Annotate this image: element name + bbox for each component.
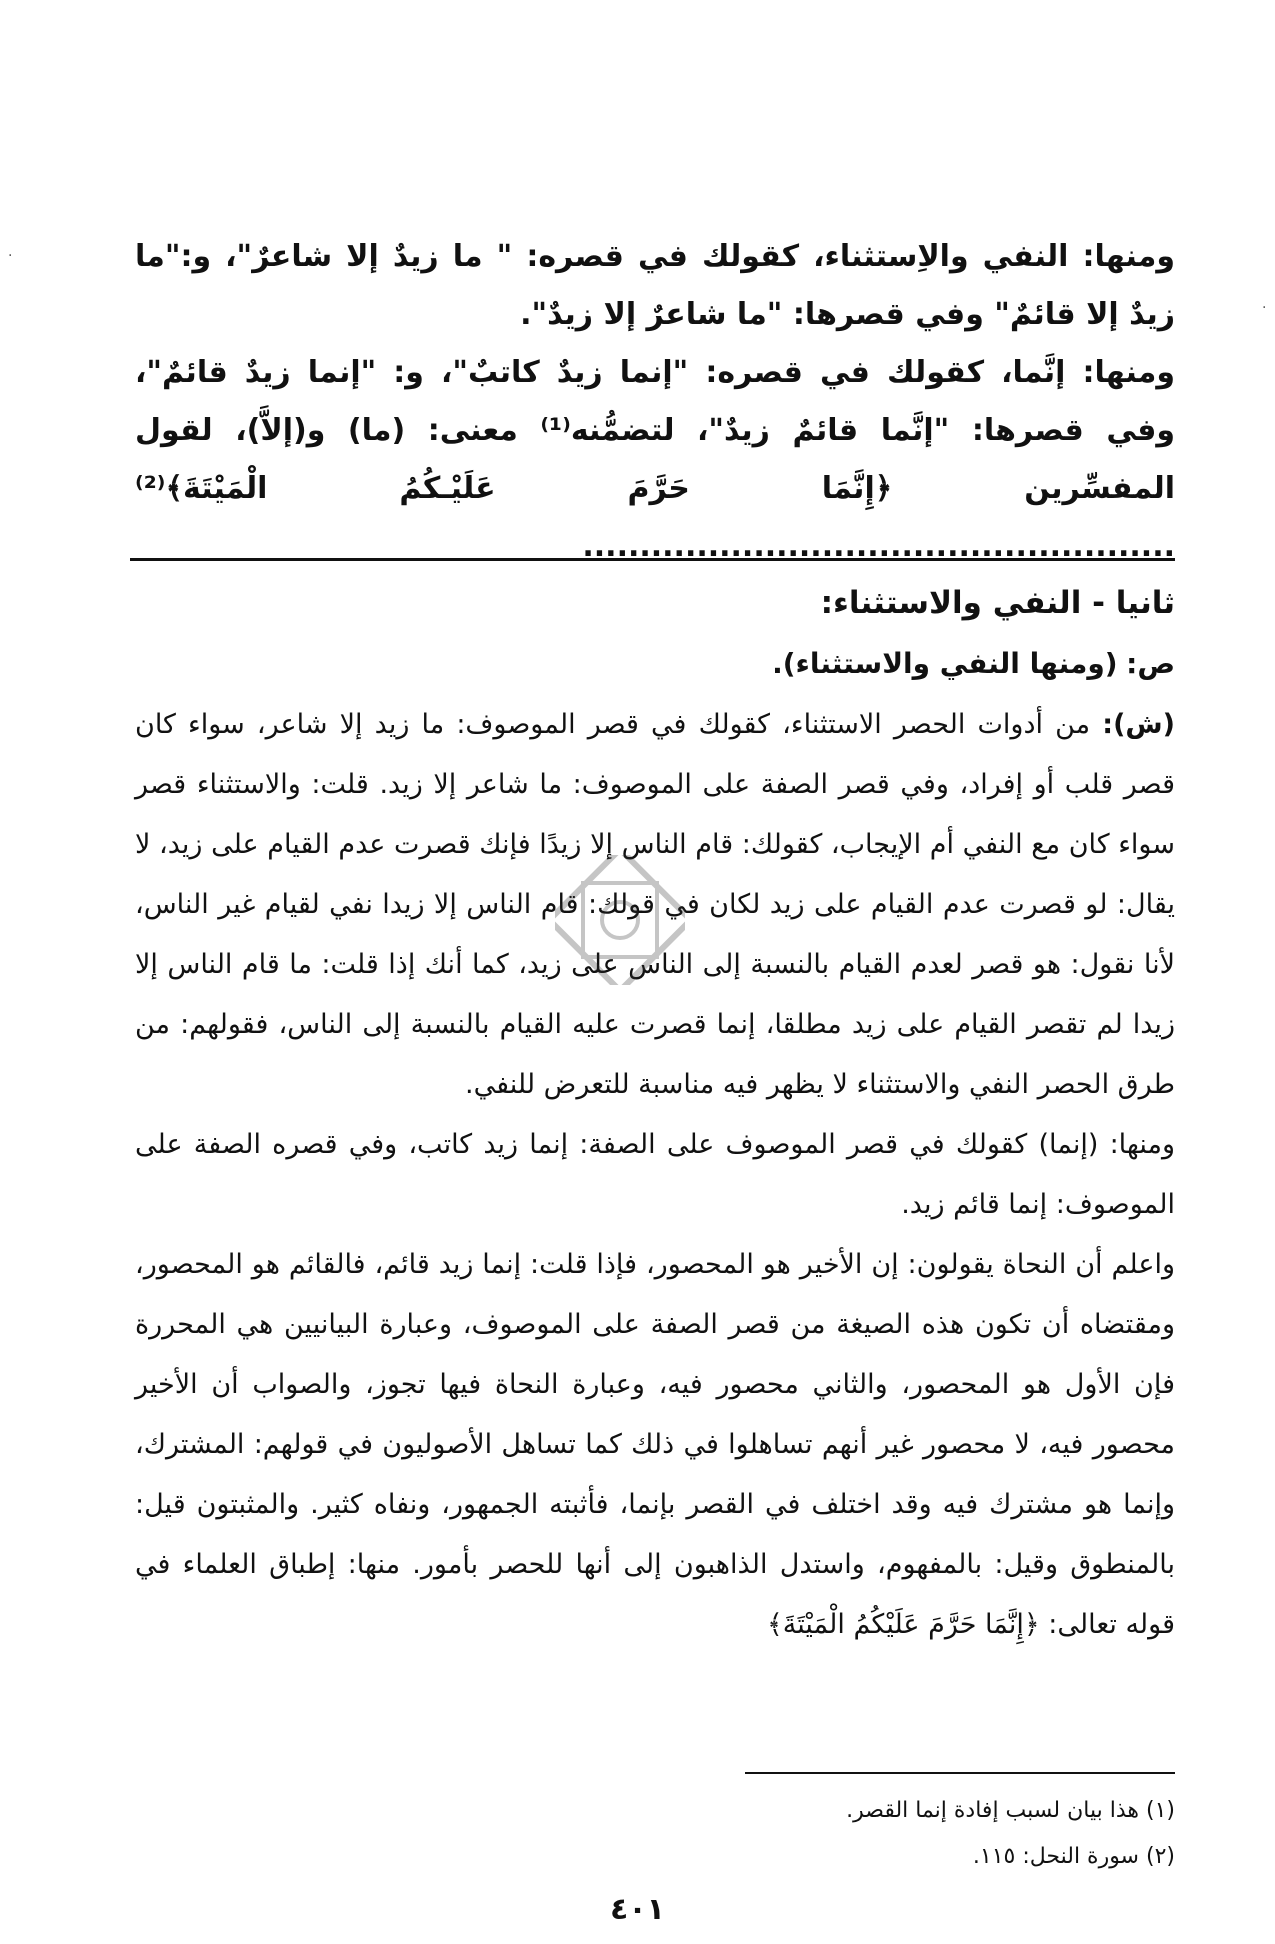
matn-dotted-leader: ....................................................	[582, 529, 1175, 564]
sad-label: ص:	[1126, 647, 1175, 680]
sharh-paragraph-3: واعلم أن النحاة يقولون: إن الأخير هو المحصور، فإذا قلت: إنما زيد قائم، فالقائم هو المحصور، ومقتضاه أن تكون هذه الصيغة من قصر الصفة على الموصوف، وعبارة البيانيين هي المحررة فإن الأول هو المحصور، والثاني محصور فيه، وعبارة النحاة فيها تجوز، والصواب أن الأخير محصور فيه، لا محصور غير أنهم تساهلوا في ذلك كما تساهل الأصوليون في قولهم: المشترك، وإنما هو مشترك فيه وقد اختلف في القصر بإنما، فأثبته الجمهور، ونفاه كثير. والمثبتون قيل: بالمنطوق وقيل: بالمفهوم، واستدل الذاهبون إلى أنها للحصر بأمور. منها: إطباق العلماء في قوله تعالى: ﴿إِنَّمَا حَرَّمَ عَلَيْكُمُ الْمَيْتَةَ﴾	[135, 1249, 1175, 1640]
scan-speck: ·	[8, 248, 13, 264]
sharh-paragraph-1-text: من أدوات الحصر الاستثناء، كقولك في قصر الموصوف: ما زيد إلا شاعر، سواء كان قصر قلب أو إفراد، وفي قصر الصفة على الموصوف: ما شاعر إلا زيد. قلت: والاستثناء قصر سواء كان مع النفي أم الإيجاب، كقولك: قام الناس إلا زيدًا فإنك قصرت عدم القيام على زيد، لا يقال: لو قصرت عدم القيام على زيد لكان في قولك: قام الناس إلا زيدا نفي لقيام غير الناس، لأنا نقول: هو قصر لعدم القيام بالنسبة إلى الناس على زيد، كما أنك إذا قلت: ما قام الناس إلا زيدا لم تقصر القيام على زيد مطلقا، إنما قصرت عليه القيام بالنسبة إلى الناس، فقولهم: من طرق الحصر النفي والاستثناء لا يظهر فيه مناسبة للتعرض للنفي.	[135, 709, 1175, 1100]
footnote-rule	[745, 1772, 1175, 1774]
sad-line	[135, 634, 1175, 695]
shin-label: (ش):	[1102, 709, 1175, 740]
library-stamp-icon	[555, 855, 685, 985]
footnotes	[135, 1788, 1175, 1880]
sad-text: (ومنها النفي والاستثناء).	[772, 647, 1118, 680]
sharh-text	[135, 572, 1175, 1655]
matn-paragraph-2-text: ومنها: إنَّما، كقولك في قصره: "إنما زيدٌ كاتبٌ"، و: "إنما زيدٌ قائمٌ"، وفي قصرها: "إنَّما قائمٌ زيدٌ"، لتضمُّنه⁽¹⁾ معنى: (ما) و(إلاَّ)، لقول المفسِّرين ﴿إِنَّمَا حَرَّمَ عَلَيْـكُمُ الْمَيْتَةَ﴾⁽²⁾	[135, 355, 1175, 506]
scan-speck: ·	[1262, 300, 1267, 316]
sharh-paragraph-2	[135, 1115, 1175, 1235]
page-number: ٤٠١	[610, 1892, 665, 1927]
matn-paragraph-2	[135, 344, 1175, 576]
sharh-paragraph-2-lead: ومنها:	[1109, 1129, 1175, 1160]
sharh-paragraph-2-text: (إنما) كقولك في قصر الموصوف على الصفة: إنما زيد كاتب، وفي قصره الصفة على الموصوف: إنما قائم زيد.	[135, 1129, 1175, 1220]
footnote-1: (١) هذا بيان لسبب إفادة إنما القصر.	[846, 1798, 1175, 1823]
footnote-2: (٢) سورة النحل: ١١٥.	[972, 1844, 1175, 1869]
matn-sharh-divider	[130, 558, 1175, 561]
section-heading: ثانيا - النفي والاستثناء:	[820, 585, 1175, 621]
matn-text	[135, 228, 1175, 576]
matn-paragraph-1: ومنها: النفي والاِستثناء، كقولك في قصره: " ما زيدٌ إلا شاعرٌ"، و:"ما زيدٌ إلا قائمٌ" وفي قصرها: "ما شاعرٌ إلا زيدٌ".	[135, 239, 1175, 332]
